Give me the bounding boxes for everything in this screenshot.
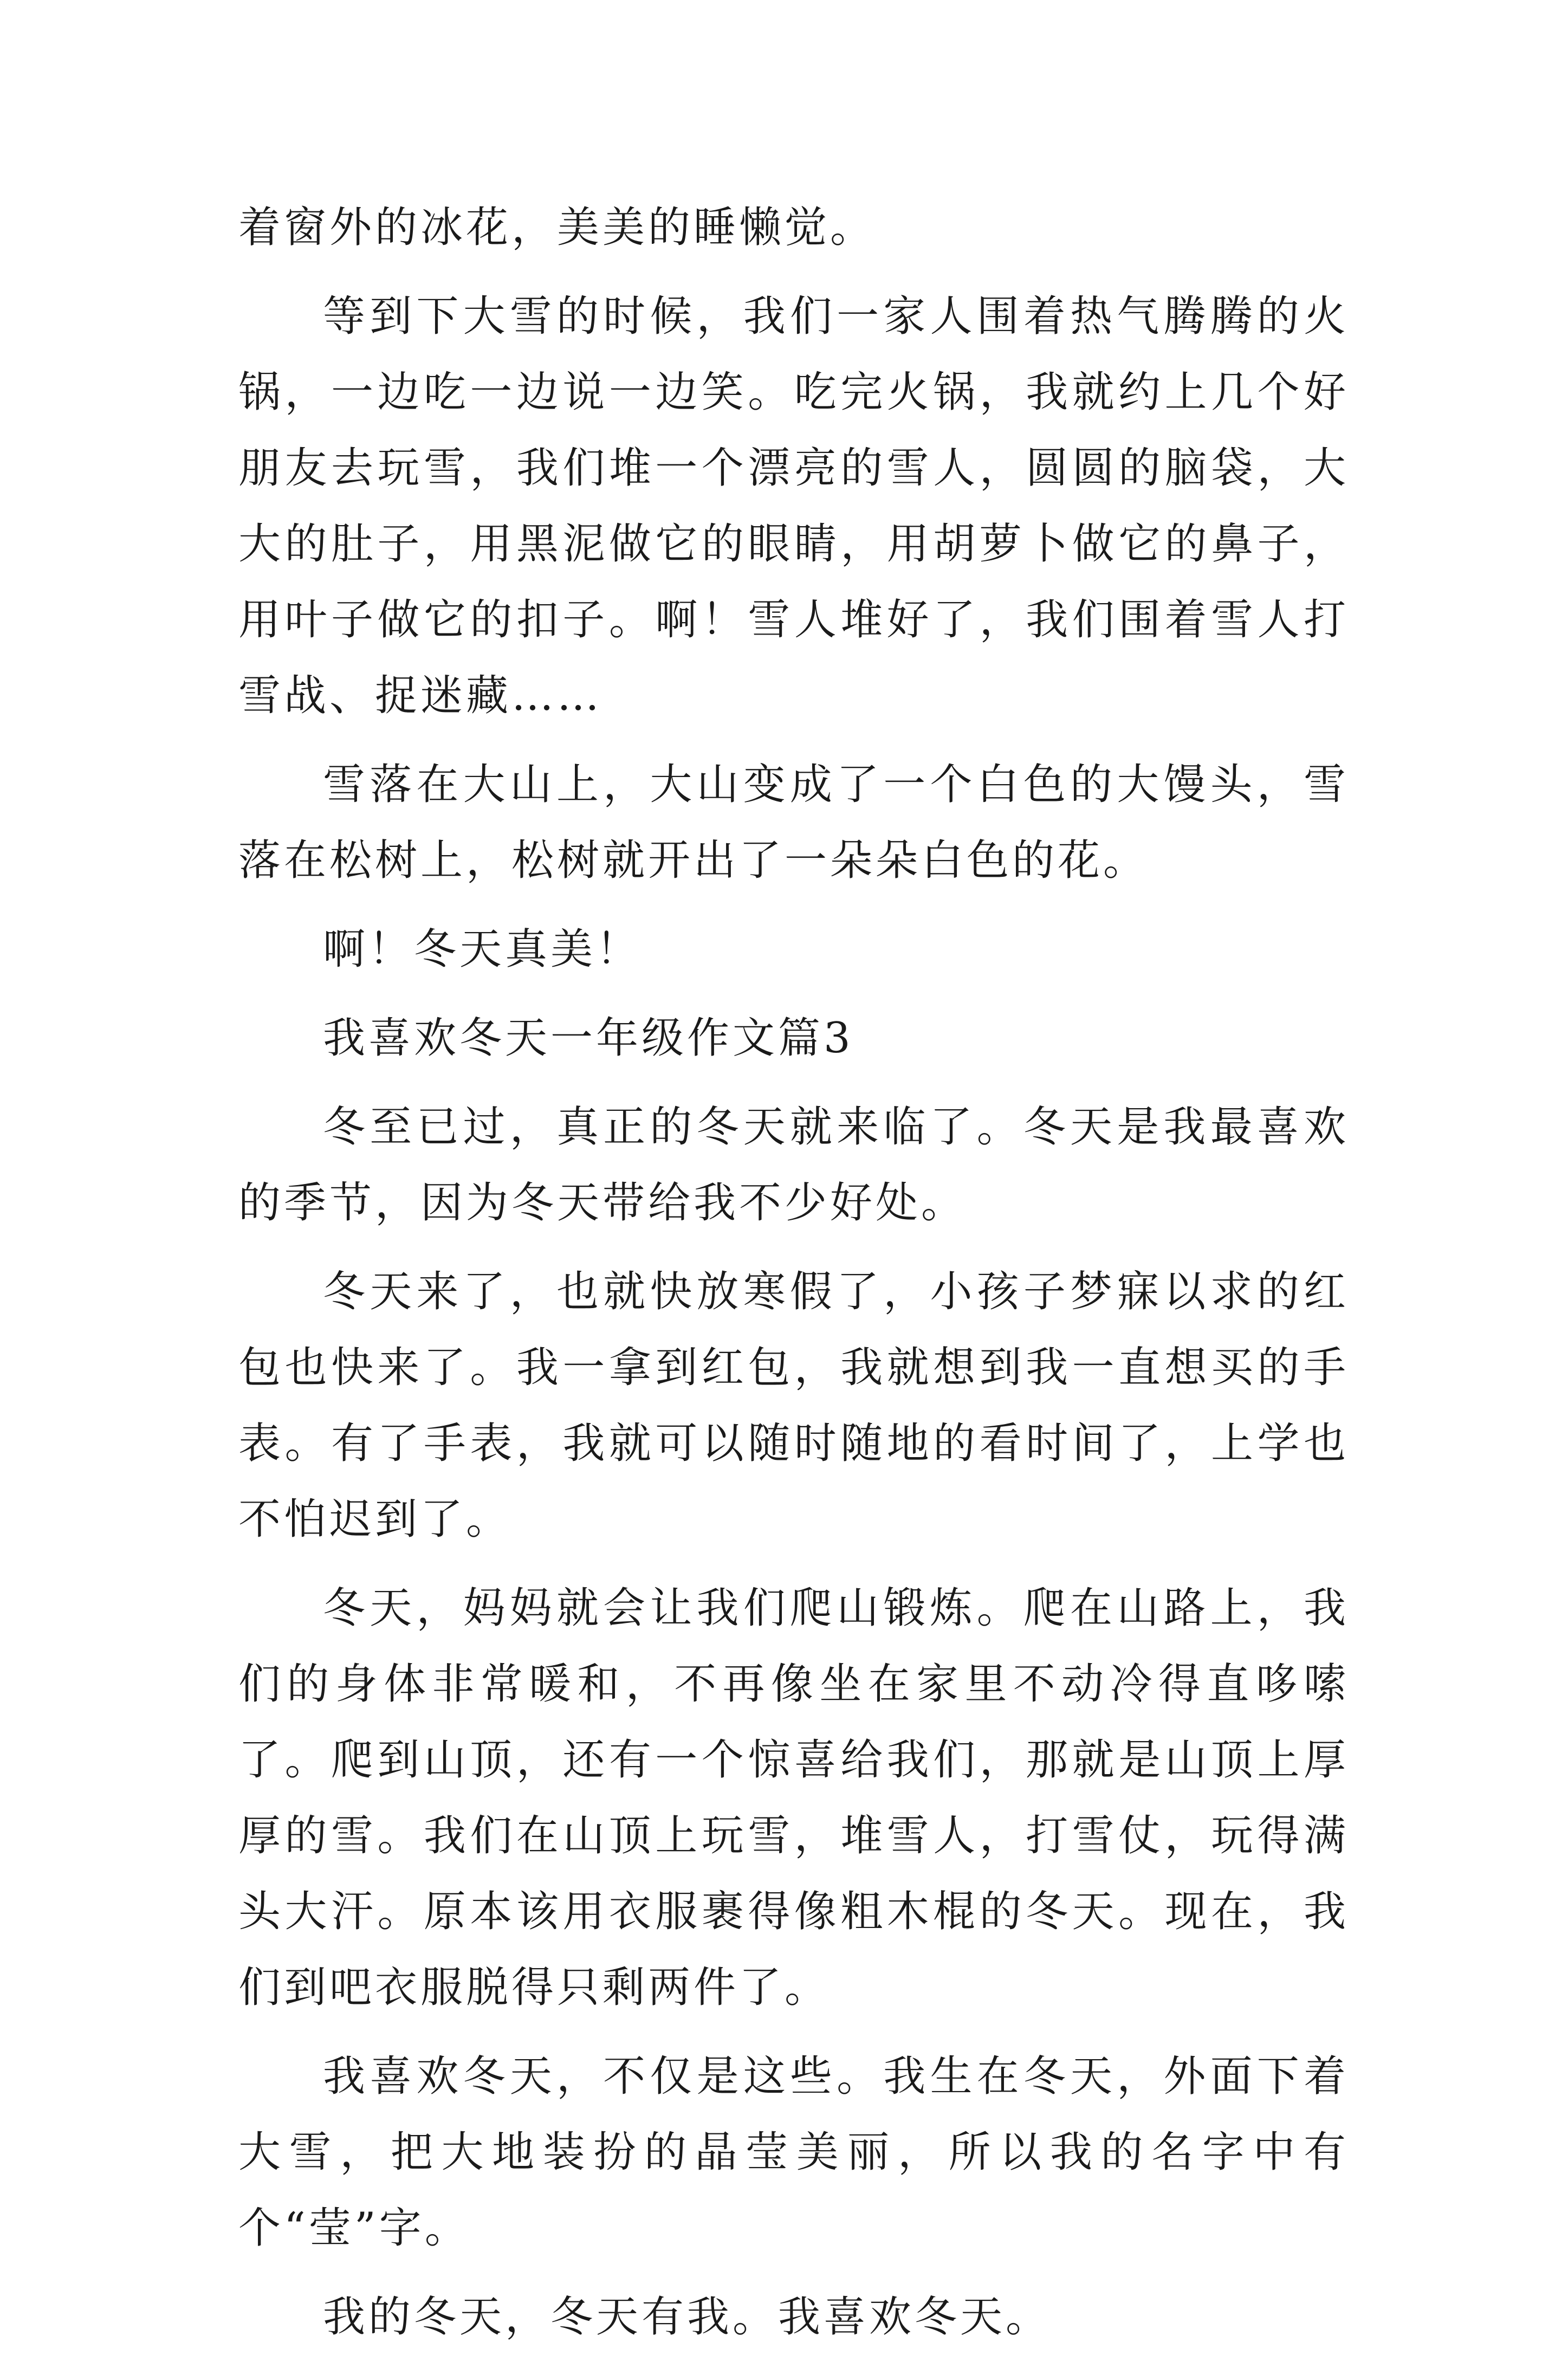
paragraph-conclusion: 我的冬天，冬天有我。我喜欢冬天。 [323,2293,1052,2341]
paragraph-born-in-winter: 我喜欢冬天，不仅是这些。我生在冬天，外面下着大雪，把大地装扮的晶莹美丽，所以我的名字中有个“莹”字。 [238,2052,1349,2253]
essay-title-3: 我喜欢冬天一年级作文篇3 [323,1014,854,1063]
paragraph-winter-beautiful: 啊！冬天真美！ [323,925,642,974]
paragraph-snow-mountain: 雪落在大山上，大山变成了一个白色的大馒头，雪落在松树上，松树就开出了一朵朵白色的花。 [238,760,1349,885]
paragraph-continuation: 着窗外的冰花，美美的睡懒觉。 [238,203,876,252]
paragraph-mountain-climbing: 冬天，妈妈就会让我们爬山锻炼。爬在山路上，我们的身体非常暖和，不再像坐在家里不动冷得直哆嗦了。爬到山顶，还有一个惊喜给我们，那就是山顶上厚厚的雪。我们在山顶上玩雪，堆雪人，打雪仗，玩得满头大汗。原本该用衣服裹得像粗木棍的冬天。现在，我们到吧衣服脱得只剩两件了。 [238,1584,1349,2012]
document-body [238,190,1349,2368]
paragraph-hotpot-snowman: 等到下大雪的时候，我们一家人围着热气腾腾的火锅，一边吃一边说一边笑。吃完火锅，我就约上几个好朋友去玩雪，我们堆一个漂亮的雪人，圆圆的脑袋，大大的肚子，用黑泥做它的眼睛，用胡萝卜做它的鼻子，用叶子做它的扣子。啊！雪人堆好了，我们围着雪人打雪战、捉迷藏…… [238,292,1349,720]
paragraph-red-envelope: 冬天来了，也就快放寒假了，小孩子梦寐以求的红包也快来了。我一拿到红包，我就想到我一直想买的手表。有了手表，我就可以随时随地的看时间了，上学也不怕迟到了。 [238,1267,1349,1544]
paragraph-winter-solstice: 冬至已过，真正的冬天就来临了。冬天是我最喜欢的季节，因为冬天带给我不少好处。 [238,1103,1349,1227]
